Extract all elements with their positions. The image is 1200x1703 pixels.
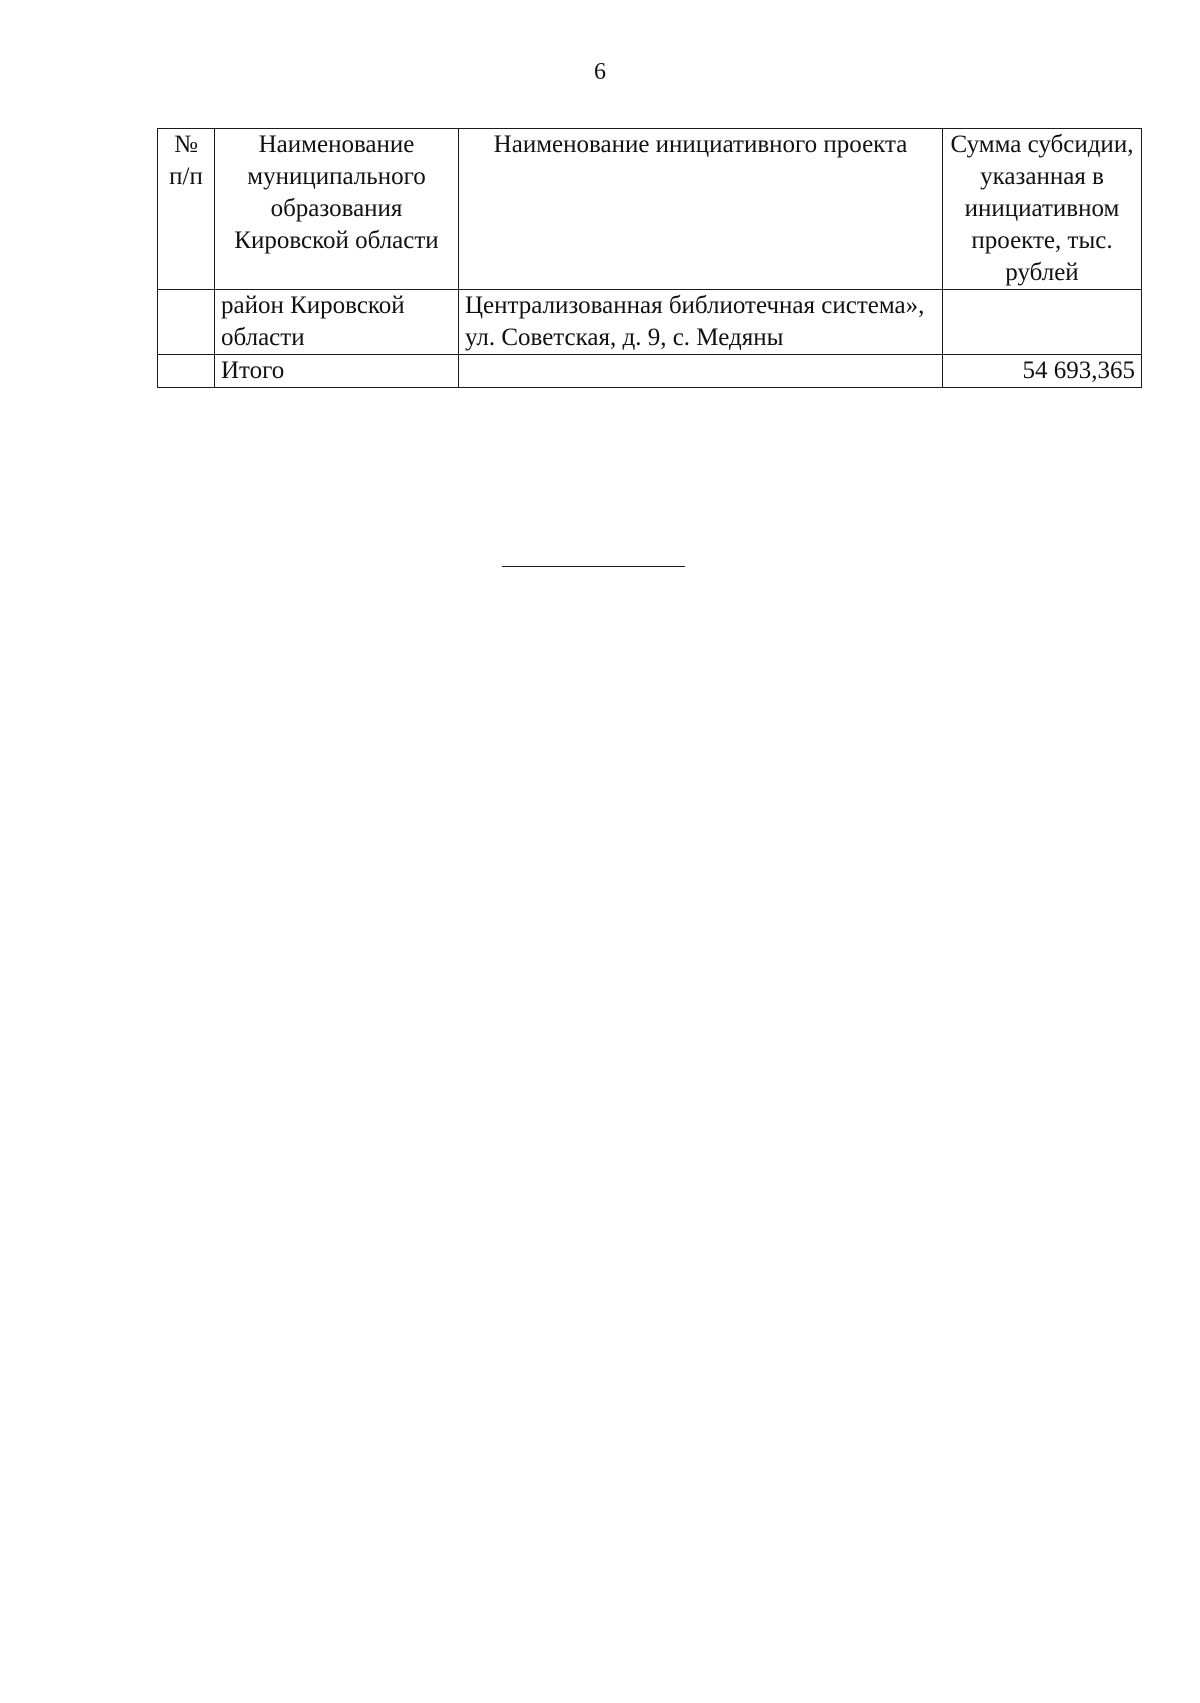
subsidy-table [157, 128, 1142, 388]
cell-amount [943, 290, 1142, 355]
table-header-row [158, 129, 1142, 290]
table-row [158, 290, 1142, 355]
total-project-cell [459, 355, 943, 388]
cell-municipality: район Кировской области [215, 290, 459, 355]
total-label: Итого [215, 355, 459, 388]
cell-number [158, 290, 215, 355]
header-amount: Сумма субсидии, указанная в инициативном проекте, тыс. рублей [943, 129, 1142, 290]
end-of-document-rule [502, 566, 685, 567]
total-amount: 54 693,365 [943, 355, 1142, 388]
header-number: № п/п [158, 129, 215, 290]
page-number: 6 [594, 59, 606, 85]
cell-project: Централизованная библиотечная система», ул. Советская, д. 9, с. Медяны [459, 290, 943, 355]
header-project: Наименование инициативного проекта [459, 129, 943, 290]
total-number-cell [158, 355, 215, 388]
header-municipality: Наименование муниципального образования Кировской области [215, 129, 459, 290]
total-row [158, 355, 1142, 388]
